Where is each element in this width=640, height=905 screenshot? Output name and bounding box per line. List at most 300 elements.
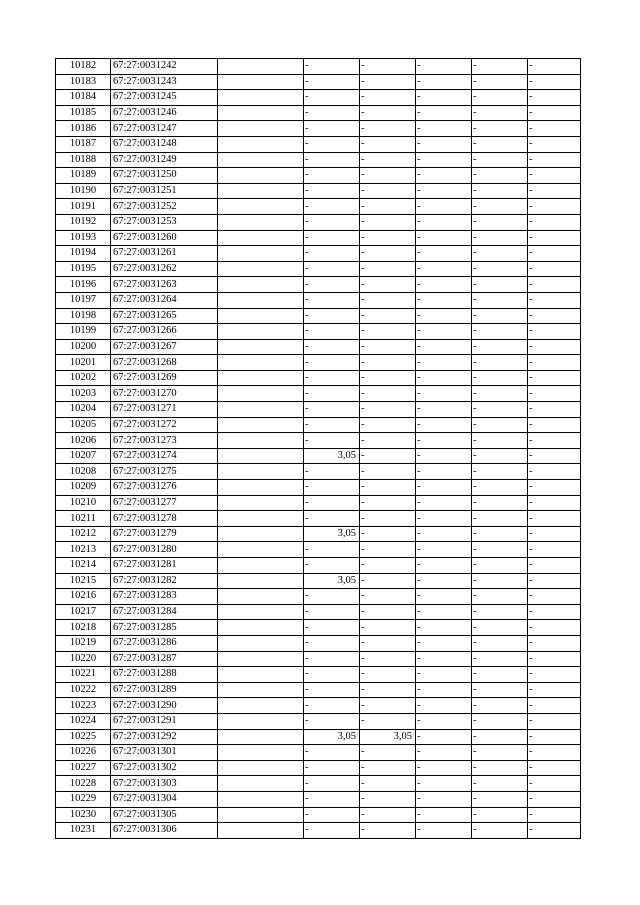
cadastral-number-cell: 67:27:0031261 xyxy=(111,246,218,262)
empty-cell xyxy=(218,370,304,386)
row-number-cell: 10186 xyxy=(56,121,111,137)
table-row xyxy=(56,324,581,340)
value-cell: - xyxy=(360,558,416,574)
value-cell: - xyxy=(528,791,581,807)
table-row xyxy=(56,558,581,574)
value-cell: - xyxy=(472,417,528,433)
table-row xyxy=(56,635,581,651)
value-cell: - xyxy=(360,635,416,651)
value-cell: - xyxy=(416,448,472,464)
value-cell: - xyxy=(416,168,472,184)
value-cell: - xyxy=(416,277,472,293)
value-cell: - xyxy=(472,791,528,807)
cadastral-number-cell: 67:27:0031282 xyxy=(111,573,218,589)
value-cell: - xyxy=(472,90,528,106)
value-cell: - xyxy=(360,246,416,262)
table-row xyxy=(56,433,581,449)
table-row xyxy=(56,199,581,215)
cadastral-number-cell: 67:27:0031264 xyxy=(111,292,218,308)
value-cell: - xyxy=(528,495,581,511)
value-cell: - xyxy=(416,433,472,449)
value-cell: - xyxy=(304,277,360,293)
empty-cell xyxy=(218,324,304,340)
value-cell: - xyxy=(304,713,360,729)
row-number-cell: 10210 xyxy=(56,495,111,511)
value-cell: - xyxy=(360,745,416,761)
value-cell: - xyxy=(416,136,472,152)
empty-cell xyxy=(218,59,304,75)
value-cell: - xyxy=(528,324,581,340)
row-number-cell: 10207 xyxy=(56,448,111,464)
empty-cell xyxy=(218,807,304,823)
value-cell: - xyxy=(472,370,528,386)
value-cell: - xyxy=(416,620,472,636)
value-cell: - xyxy=(472,589,528,605)
value-cell: - xyxy=(360,121,416,137)
value-cell: - xyxy=(416,682,472,698)
value-cell: - xyxy=(360,214,416,230)
value-cell: - xyxy=(472,729,528,745)
value-cell: - xyxy=(304,105,360,121)
value-cell: - xyxy=(360,324,416,340)
value-cell: - xyxy=(360,199,416,215)
cadastral-number-cell: 67:27:0031242 xyxy=(111,59,218,75)
empty-cell xyxy=(218,292,304,308)
value-cell: - xyxy=(528,74,581,90)
value-cell: - xyxy=(528,745,581,761)
value-cell: - xyxy=(360,355,416,371)
empty-cell xyxy=(218,433,304,449)
value-cell: - xyxy=(472,480,528,496)
empty-cell xyxy=(218,214,304,230)
cadastral-number-cell: 67:27:0031286 xyxy=(111,635,218,651)
value-cell: - xyxy=(472,308,528,324)
value-cell: - xyxy=(528,620,581,636)
value-cell: - xyxy=(416,59,472,75)
value-cell: - xyxy=(360,480,416,496)
value-cell: - xyxy=(304,183,360,199)
value-cell: - xyxy=(304,261,360,277)
value-cell: - xyxy=(304,745,360,761)
table-row xyxy=(56,495,581,511)
row-number-cell: 10183 xyxy=(56,74,111,90)
value-cell: - xyxy=(360,713,416,729)
value-cell: - xyxy=(416,791,472,807)
table-row xyxy=(56,90,581,106)
value-cell: - xyxy=(360,698,416,714)
empty-cell xyxy=(218,90,304,106)
value-cell: - xyxy=(360,136,416,152)
table-row xyxy=(56,526,581,542)
value-cell: - xyxy=(472,511,528,527)
cadastral-number-cell: 67:27:0031292 xyxy=(111,729,218,745)
cadastral-number-cell: 67:27:0031273 xyxy=(111,433,218,449)
value-cell: - xyxy=(472,339,528,355)
table-row xyxy=(56,168,581,184)
value-cell: - xyxy=(416,573,472,589)
value-cell: - xyxy=(304,542,360,558)
row-number-cell: 10209 xyxy=(56,480,111,496)
table-row xyxy=(56,464,581,480)
value-cell: - xyxy=(416,183,472,199)
value-cell: - xyxy=(528,776,581,792)
table-row xyxy=(56,308,581,324)
value-cell: - xyxy=(528,604,581,620)
value-cell: - xyxy=(360,823,416,839)
table-row xyxy=(56,745,581,761)
row-number-cell: 10230 xyxy=(56,807,111,823)
value-cell: - xyxy=(472,136,528,152)
value-cell: - xyxy=(416,776,472,792)
value-cell: - xyxy=(416,558,472,574)
value-cell: - xyxy=(416,713,472,729)
value-cell: - xyxy=(472,324,528,340)
cadastral-number-cell: 67:27:0031272 xyxy=(111,417,218,433)
value-cell: - xyxy=(416,760,472,776)
value-cell: - xyxy=(360,90,416,106)
empty-cell xyxy=(218,760,304,776)
row-number-cell: 10185 xyxy=(56,105,111,121)
empty-cell xyxy=(218,152,304,168)
value-cell: - xyxy=(472,448,528,464)
value-cell: - xyxy=(472,745,528,761)
value-cell: - xyxy=(416,214,472,230)
empty-cell xyxy=(218,558,304,574)
row-number-cell: 10215 xyxy=(56,573,111,589)
table-row xyxy=(56,604,581,620)
table-row xyxy=(56,713,581,729)
empty-cell xyxy=(218,682,304,698)
value-cell: - xyxy=(528,183,581,199)
row-number-cell: 10214 xyxy=(56,558,111,574)
empty-cell xyxy=(218,823,304,839)
empty-cell xyxy=(218,74,304,90)
value-cell: - xyxy=(472,573,528,589)
value-cell: - xyxy=(472,807,528,823)
value-cell: - xyxy=(360,526,416,542)
empty-cell xyxy=(218,495,304,511)
value-cell: 3,05 xyxy=(304,526,360,542)
cadastral-number-cell: 67:27:0031243 xyxy=(111,74,218,90)
value-cell: - xyxy=(304,90,360,106)
value-cell: - xyxy=(416,308,472,324)
cadastral-number-cell: 67:27:0031268 xyxy=(111,355,218,371)
table-row xyxy=(56,698,581,714)
value-cell: - xyxy=(304,651,360,667)
value-cell: 3,05 xyxy=(304,573,360,589)
value-cell: - xyxy=(360,589,416,605)
value-cell: - xyxy=(528,152,581,168)
value-cell: - xyxy=(528,433,581,449)
cadastral-number-cell: 67:27:0031260 xyxy=(111,230,218,246)
value-cell: - xyxy=(360,791,416,807)
value-cell: - xyxy=(416,121,472,137)
value-cell: - xyxy=(360,168,416,184)
value-cell: - xyxy=(304,308,360,324)
value-cell: - xyxy=(416,105,472,121)
value-cell: - xyxy=(528,464,581,480)
cadastral-number-cell: 67:27:0031289 xyxy=(111,682,218,698)
empty-cell xyxy=(218,729,304,745)
cadastral-number-cell: 67:27:0031262 xyxy=(111,261,218,277)
value-cell: - xyxy=(416,511,472,527)
table-body xyxy=(56,59,581,839)
value-cell: - xyxy=(472,261,528,277)
empty-cell xyxy=(218,277,304,293)
table-row xyxy=(56,760,581,776)
value-cell: - xyxy=(416,339,472,355)
cadastral-number-cell: 67:27:0031248 xyxy=(111,136,218,152)
table-row xyxy=(56,59,581,75)
empty-cell xyxy=(218,589,304,605)
value-cell: 3,05 xyxy=(360,729,416,745)
cadastral-number-cell: 67:27:0031287 xyxy=(111,651,218,667)
row-number-cell: 10196 xyxy=(56,277,111,293)
empty-cell xyxy=(218,230,304,246)
value-cell: - xyxy=(304,589,360,605)
table-row xyxy=(56,542,581,558)
value-cell: - xyxy=(416,324,472,340)
empty-cell xyxy=(218,417,304,433)
value-cell: - xyxy=(528,417,581,433)
cadastral-number-cell: 67:27:0031275 xyxy=(111,464,218,480)
cadastral-number-cell: 67:27:0031250 xyxy=(111,168,218,184)
table-row xyxy=(56,370,581,386)
empty-cell xyxy=(218,105,304,121)
value-cell: - xyxy=(360,573,416,589)
table-row xyxy=(56,121,581,137)
value-cell: - xyxy=(472,121,528,137)
cadastral-number-cell: 67:27:0031263 xyxy=(111,277,218,293)
table-row xyxy=(56,651,581,667)
value-cell: - xyxy=(304,682,360,698)
value-cell: - xyxy=(416,542,472,558)
row-number-cell: 10198 xyxy=(56,308,111,324)
value-cell: - xyxy=(528,214,581,230)
value-cell: - xyxy=(472,105,528,121)
table-row xyxy=(56,667,581,683)
row-number-cell: 10227 xyxy=(56,760,111,776)
value-cell: - xyxy=(416,355,472,371)
value-cell: - xyxy=(472,277,528,293)
row-number-cell: 10224 xyxy=(56,713,111,729)
row-number-cell: 10201 xyxy=(56,355,111,371)
row-number-cell: 10189 xyxy=(56,168,111,184)
cadastral-number-cell: 67:27:0031288 xyxy=(111,667,218,683)
row-number-cell: 10206 xyxy=(56,433,111,449)
value-cell: - xyxy=(304,74,360,90)
row-number-cell: 10194 xyxy=(56,246,111,262)
value-cell: - xyxy=(416,729,472,745)
value-cell: - xyxy=(304,59,360,75)
value-cell: - xyxy=(472,386,528,402)
value-cell: - xyxy=(528,59,581,75)
value-cell: - xyxy=(304,495,360,511)
value-cell: - xyxy=(304,698,360,714)
row-number-cell: 10226 xyxy=(56,745,111,761)
value-cell: 3,05 xyxy=(304,729,360,745)
value-cell: - xyxy=(304,121,360,137)
value-cell: - xyxy=(360,261,416,277)
row-number-cell: 10188 xyxy=(56,152,111,168)
value-cell: - xyxy=(360,511,416,527)
row-number-cell: 10216 xyxy=(56,589,111,605)
value-cell: - xyxy=(304,480,360,496)
cadastral-number-cell: 67:27:0031302 xyxy=(111,760,218,776)
value-cell: - xyxy=(360,776,416,792)
value-cell: - xyxy=(528,635,581,651)
value-cell: - xyxy=(360,651,416,667)
value-cell: - xyxy=(472,74,528,90)
cadastral-number-cell: 67:27:0031291 xyxy=(111,713,218,729)
value-cell: - xyxy=(304,433,360,449)
cadastral-number-cell: 67:27:0031266 xyxy=(111,324,218,340)
table-row xyxy=(56,355,581,371)
table-row xyxy=(56,402,581,418)
value-cell: - xyxy=(304,791,360,807)
value-cell: - xyxy=(472,620,528,636)
cadastral-number-cell: 67:27:0031284 xyxy=(111,604,218,620)
value-cell: - xyxy=(472,230,528,246)
empty-cell xyxy=(218,168,304,184)
value-cell: - xyxy=(472,604,528,620)
row-number-cell: 10211 xyxy=(56,511,111,527)
row-number-cell: 10202 xyxy=(56,370,111,386)
value-cell: - xyxy=(528,589,581,605)
row-number-cell: 10190 xyxy=(56,183,111,199)
row-number-cell: 10200 xyxy=(56,339,111,355)
value-cell: - xyxy=(528,823,581,839)
row-number-cell: 10221 xyxy=(56,667,111,683)
value-cell: - xyxy=(304,558,360,574)
value-cell: - xyxy=(528,230,581,246)
value-cell: - xyxy=(528,713,581,729)
value-cell: - xyxy=(528,246,581,262)
row-number-cell: 10203 xyxy=(56,386,111,402)
value-cell: - xyxy=(360,230,416,246)
table-row xyxy=(56,791,581,807)
value-cell: - xyxy=(528,90,581,106)
row-number-cell: 10192 xyxy=(56,214,111,230)
value-cell: - xyxy=(304,246,360,262)
table-row xyxy=(56,292,581,308)
row-number-cell: 10191 xyxy=(56,199,111,215)
cadastral-number-cell: 67:27:0031304 xyxy=(111,791,218,807)
row-number-cell: 10187 xyxy=(56,136,111,152)
value-cell: - xyxy=(472,776,528,792)
value-cell: - xyxy=(416,386,472,402)
value-cell: - xyxy=(528,698,581,714)
value-cell: - xyxy=(416,589,472,605)
empty-cell xyxy=(218,791,304,807)
row-number-cell: 10197 xyxy=(56,292,111,308)
value-cell: - xyxy=(416,745,472,761)
value-cell: - xyxy=(360,464,416,480)
value-cell: - xyxy=(360,760,416,776)
empty-cell xyxy=(218,635,304,651)
value-cell: - xyxy=(472,698,528,714)
value-cell: - xyxy=(528,480,581,496)
value-cell: - xyxy=(360,682,416,698)
table-row xyxy=(56,74,581,90)
value-cell: - xyxy=(528,105,581,121)
cadastral-number-cell: 67:27:0031270 xyxy=(111,386,218,402)
table-row xyxy=(56,807,581,823)
row-number-cell: 10213 xyxy=(56,542,111,558)
value-cell: - xyxy=(416,604,472,620)
empty-cell xyxy=(218,308,304,324)
empty-cell xyxy=(218,261,304,277)
table-row xyxy=(56,823,581,839)
value-cell: - xyxy=(304,168,360,184)
value-cell: - xyxy=(304,324,360,340)
value-cell: - xyxy=(416,402,472,418)
value-cell: - xyxy=(304,292,360,308)
row-number-cell: 10217 xyxy=(56,604,111,620)
cadastral-number-cell: 67:27:0031280 xyxy=(111,542,218,558)
cadastral-number-cell: 67:27:0031303 xyxy=(111,776,218,792)
value-cell: - xyxy=(360,433,416,449)
value-cell: - xyxy=(360,292,416,308)
cadastral-number-cell: 67:27:0031290 xyxy=(111,698,218,714)
value-cell: - xyxy=(528,402,581,418)
table-row xyxy=(56,480,581,496)
value-cell: - xyxy=(416,90,472,106)
row-number-cell: 10204 xyxy=(56,402,111,418)
value-cell: - xyxy=(528,651,581,667)
value-cell: - xyxy=(416,526,472,542)
value-cell: - xyxy=(416,74,472,90)
value-cell: - xyxy=(472,495,528,511)
value-cell: - xyxy=(472,558,528,574)
empty-cell xyxy=(218,620,304,636)
row-number-cell: 10222 xyxy=(56,682,111,698)
row-number-cell: 10225 xyxy=(56,729,111,745)
table-row xyxy=(56,620,581,636)
value-cell: - xyxy=(472,168,528,184)
value-cell: - xyxy=(416,199,472,215)
row-number-cell: 10231 xyxy=(56,823,111,839)
cadastral-number-cell: 67:27:0031252 xyxy=(111,199,218,215)
empty-cell xyxy=(218,402,304,418)
value-cell: - xyxy=(360,402,416,418)
value-cell: - xyxy=(304,152,360,168)
value-cell: - xyxy=(472,402,528,418)
value-cell: - xyxy=(360,448,416,464)
value-cell: - xyxy=(472,823,528,839)
value-cell: - xyxy=(416,292,472,308)
value-cell: - xyxy=(360,417,416,433)
table-row xyxy=(56,417,581,433)
table-row xyxy=(56,589,581,605)
value-cell: - xyxy=(416,651,472,667)
cadastral-number-cell: 67:27:0031247 xyxy=(111,121,218,137)
cadastral-number-cell: 67:27:0031265 xyxy=(111,308,218,324)
cadastral-number-cell: 67:27:0031253 xyxy=(111,214,218,230)
empty-cell xyxy=(218,526,304,542)
empty-cell xyxy=(218,651,304,667)
cadastral-number-cell: 67:27:0031251 xyxy=(111,183,218,199)
cadastral-number-cell: 67:27:0031269 xyxy=(111,370,218,386)
value-cell: - xyxy=(304,370,360,386)
value-cell: - xyxy=(528,760,581,776)
empty-cell xyxy=(218,713,304,729)
cadastral-number-cell: 67:27:0031276 xyxy=(111,480,218,496)
value-cell: - xyxy=(472,183,528,199)
cadastral-number-cell: 67:27:0031279 xyxy=(111,526,218,542)
value-cell: - xyxy=(304,339,360,355)
value-cell: - xyxy=(360,370,416,386)
